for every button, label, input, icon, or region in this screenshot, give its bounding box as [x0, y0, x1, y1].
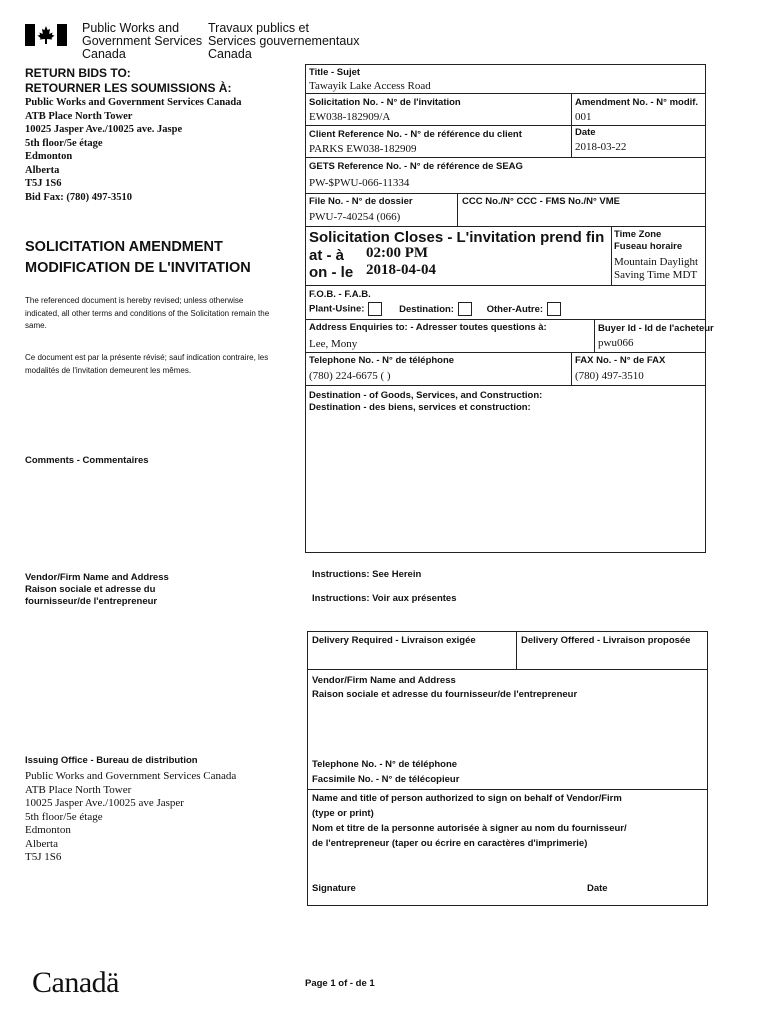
closes-label: Solicitation Closes - L'invitation prend fin [309, 229, 605, 246]
date-label: Date [575, 127, 596, 138]
title-value: Tawayik Lake Access Road [309, 80, 431, 92]
time-zone-label: Time Zone Fuseau horaire [614, 229, 683, 252]
vendor-left-label: Vendor/Firm Name and Address Raison sociale et adresse du fournisseur/de l'entrepreneur [25, 572, 169, 607]
telephone-label: Telephone No. - N° de téléphone [309, 355, 455, 366]
dept-name-en: Public Works and Government Services Canada [82, 21, 203, 61]
notice-en: The referenced document is hereby revised; unless otherwise indicated, all other terms and conditions of the Solicitation remain the same. [25, 296, 270, 330]
notice-fr: Ce document est par la présente révisé; sauf indication contraire, les modalités de l'invitation demeurent les mêmes. [25, 353, 269, 375]
signature-label: Signature [312, 883, 356, 894]
vendor-fax-label: Facsimile No. - N° de télécopieur [312, 774, 460, 785]
address-enquiries-label: Address Enquiries to: - Adresser toutes questions à: [309, 322, 547, 333]
issuing-office-label: Issuing Office - Bureau de distribution [25, 755, 198, 766]
destination-checkbox[interactable] [458, 302, 472, 316]
signature-date-label: Date [587, 883, 608, 894]
instructions-fr: Instructions: Voir aux présentes [312, 593, 457, 604]
canada-flag-icon [25, 24, 67, 46]
on-label: on - le [309, 264, 354, 281]
file-no-value: PWU-7-40254 (066) [309, 211, 401, 223]
client-ref-label: Client Reference No. - N° de référence du client [309, 129, 522, 140]
page-number: Page 1 of - de 1 [305, 978, 375, 989]
date-value: 2018-03-22 [575, 141, 627, 153]
plant-checkbox[interactable] [368, 302, 382, 316]
solicitation-no-label: Solicitation No. - N° de l'invitation [309, 97, 461, 108]
at-label: at - à [309, 247, 345, 264]
dept-name-fr: Travaux publics et Services gouvernementaux Canada [208, 21, 360, 61]
comments-label: Comments - Commentaires [25, 455, 149, 466]
return-bids-heading: RETURN BIDS TO: RETOURNER LES SOUMISSIONS À: [25, 66, 232, 95]
gets-ref-label: GETS Reference No. - N° de référence de SEAG [309, 161, 523, 172]
delivery-offered-label: Delivery Offered - Livraison proposée [521, 635, 691, 646]
amendment-title: SOLICITATION AMENDMENT MODIFICATION DE L'INVITATION [25, 239, 251, 276]
other-label: Other-Autre: [486, 303, 544, 315]
instructions-en: Instructions: See Herein [312, 569, 422, 580]
telephone-value: (780) 224-6675 ( ) [309, 370, 391, 382]
buyer-id-label: Buyer Id - Id de l'acheteur [598, 323, 714, 334]
canada-wordmark: Canadä [32, 966, 119, 999]
other-checkbox[interactable] [547, 302, 561, 316]
buyer-id-value: pwu066 [598, 337, 634, 349]
time-zone-value: Mountain Daylight Saving Time MDT [614, 256, 699, 281]
return-bids-address: Public Works and Government Services Canada ATB Place North Tower 10025 Jasper Ave./10025 ave. Jaspe 5th floor/5e étage Edmonton Alberta T5J 1S6 Bid Fax: (780) 497-3510 [25, 97, 242, 203]
issuing-office-address: Public Works and Government Services Canada ATB Place North Tower 10025 Jasper Ave./10025 ave Jasper 5th floor/5e étage Edmonton Alberta T5J 1S6 [25, 770, 237, 863]
plant-label: Plant-Usine: [309, 303, 365, 315]
at-value: 02:00 PM [366, 245, 429, 261]
vendor-telephone-label: Telephone No. - N° de téléphone [312, 759, 458, 770]
fob-label: F.O.B. - F.A.B. [309, 289, 371, 300]
ccc-no-label: CCC No./N° CCC - FMS No./N° VME [462, 196, 621, 207]
fob-options [309, 302, 561, 316]
delivery-required-label: Delivery Required - Livraison exigée [312, 635, 476, 646]
destination-goods-label: Destination - of Goods, Services, and Construction: Destination - des biens, services et construction: [309, 390, 543, 413]
authorized-person-label: Name and title of person authorized to sign on behalf of Vendor/Firm (type or print) Nom et titre de la personne autorisée à signer au nom du fournisseur/ de l'entrepreneur (taper ou écrire en caractères d'imprimerie) [312, 793, 627, 849]
amendment-no-value: 001 [575, 111, 592, 123]
title-label: Title - Sujet [309, 67, 361, 78]
address-enquiries-value: Lee, Mony [309, 338, 358, 350]
solicitation-no-value: EW038-182909/A [309, 111, 391, 123]
on-value: 2018-04-04 [366, 262, 436, 278]
fax-label: FAX No. - N° de FAX [575, 355, 666, 366]
vendor-address-label: Vendor/Firm Name and Address Raison sociale et adresse du fournisseur/de l'entrepreneur [312, 675, 578, 700]
amendment-no-label: Amendment No. - N° modif. [575, 97, 699, 108]
fax-value: (780) 497-3510 [575, 370, 644, 382]
destination-label: Destination: [399, 303, 454, 315]
file-no-label: File No. - N° de dossier [309, 196, 413, 207]
client-ref-value: PARKS EW038-182909 [309, 143, 417, 155]
gets-ref-value: PW-$PWU-066-11334 [309, 177, 410, 189]
